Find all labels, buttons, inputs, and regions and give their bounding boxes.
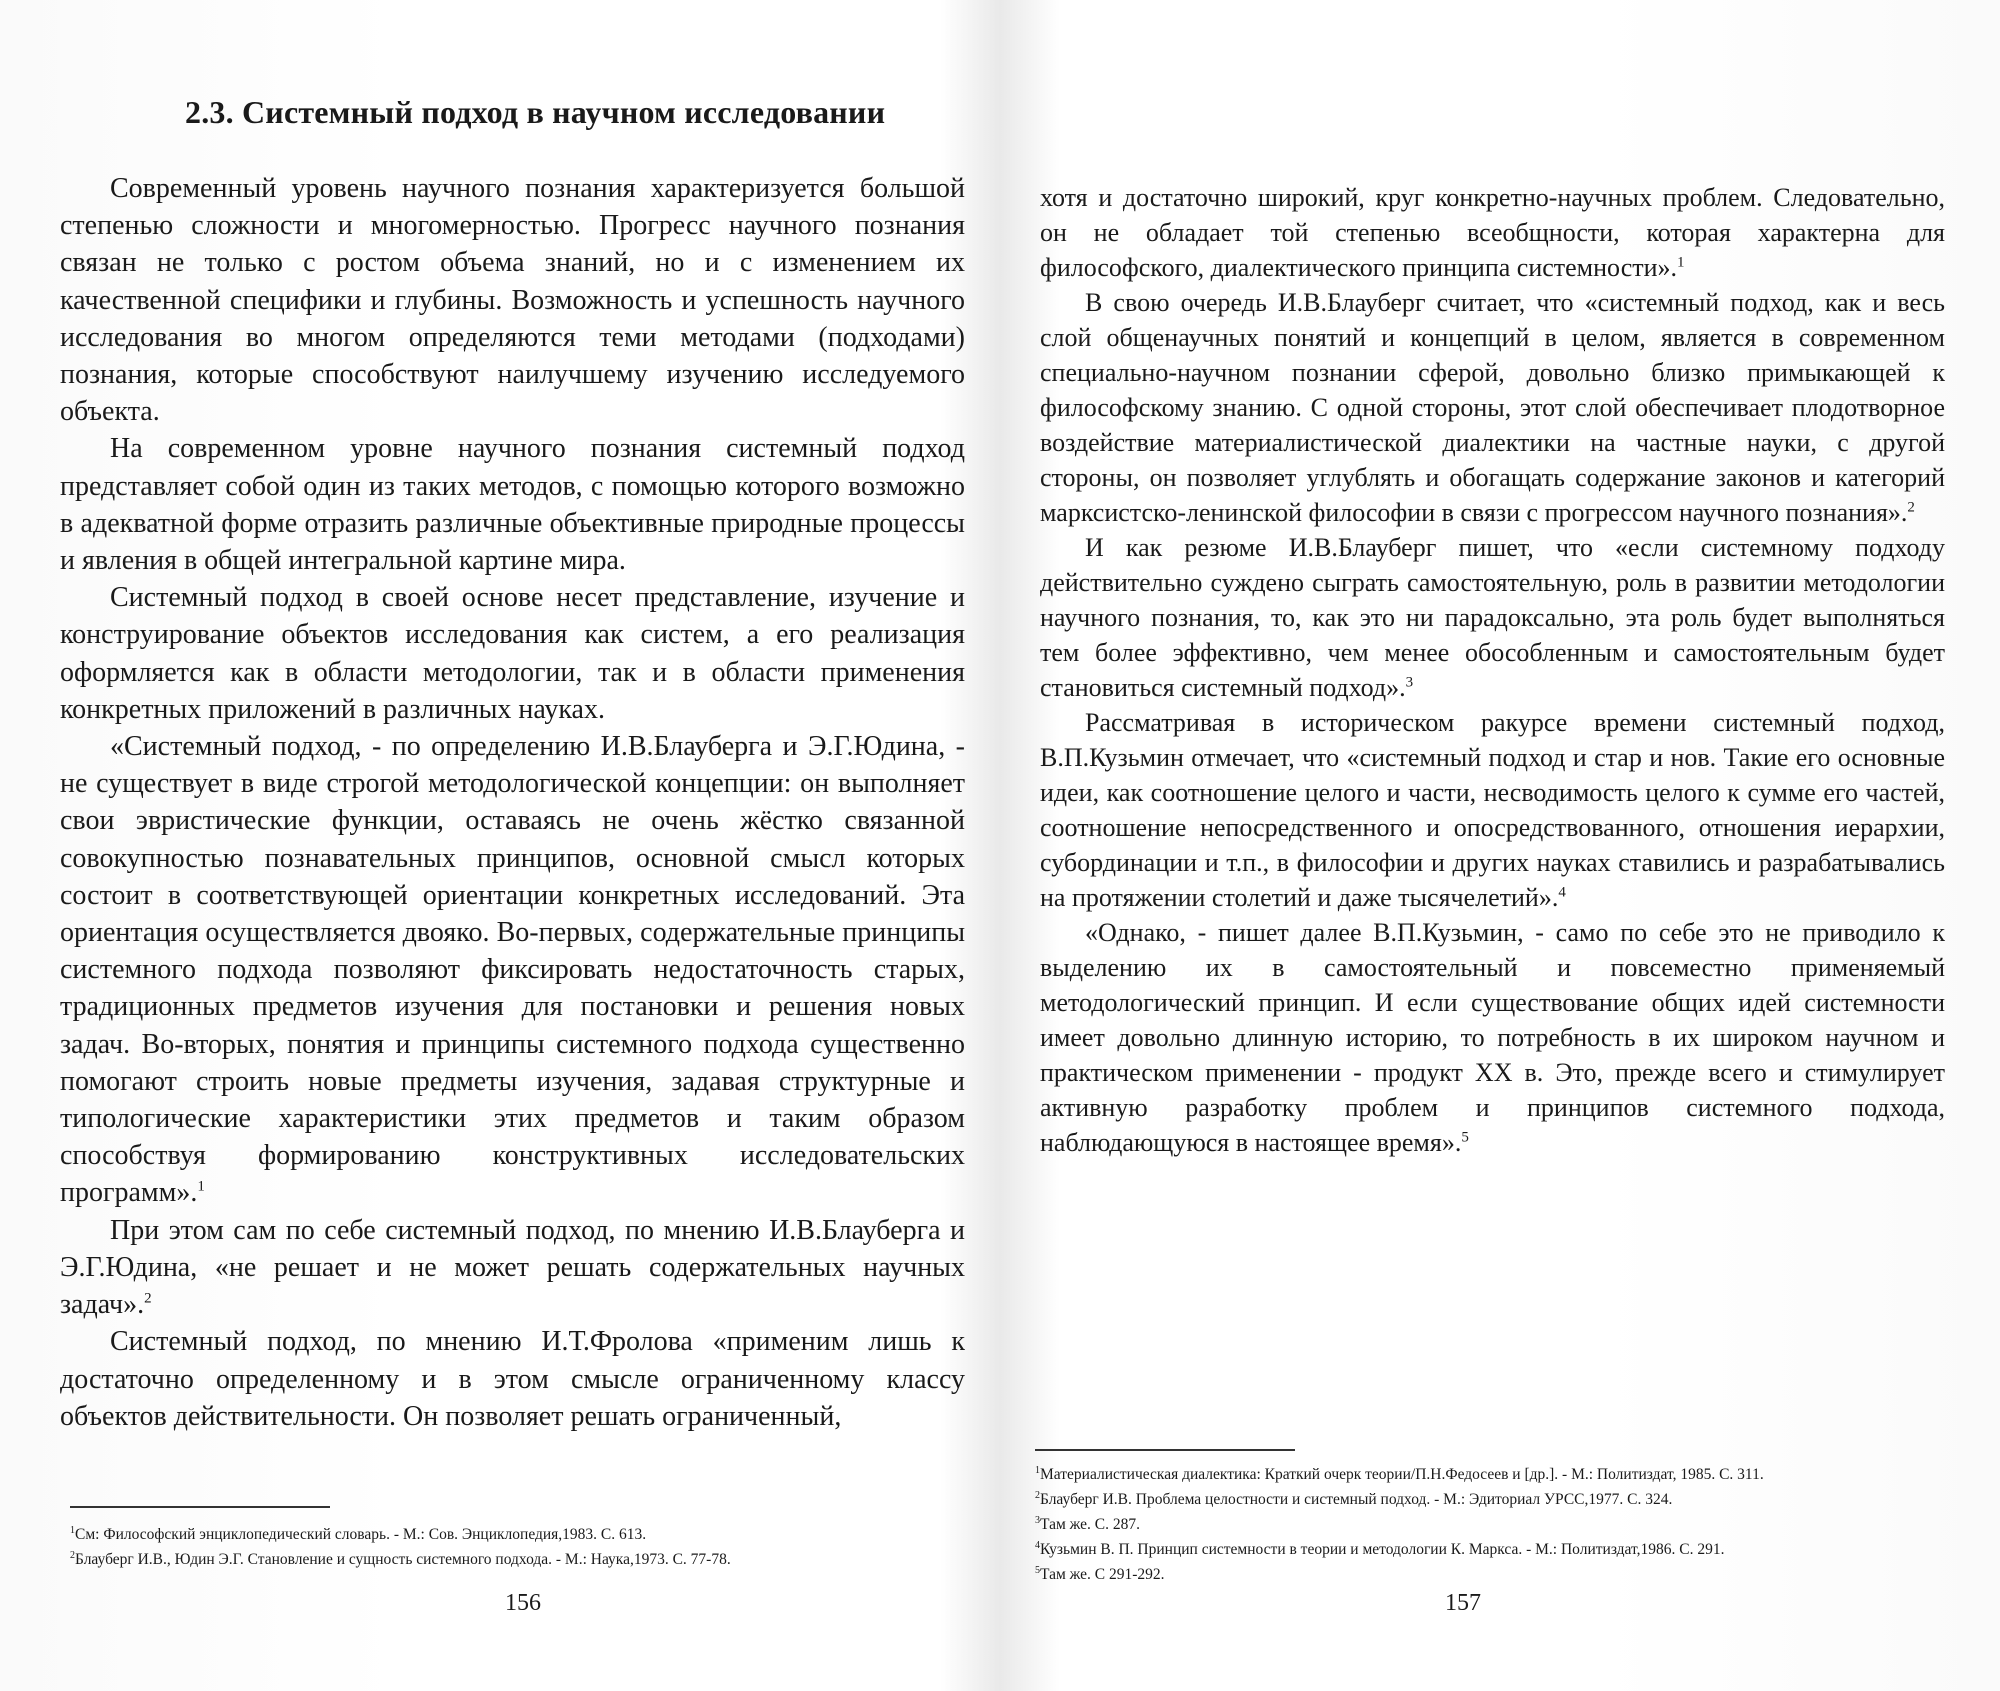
footnote xyxy=(70,1522,950,1547)
footnote-mark: 5 xyxy=(1035,1564,1040,1576)
paragraph xyxy=(1040,530,1945,705)
paragraph-text: «Однако, - пишет далее В.П.Кузьмин, - само по себе это не приводило к выделению их в самостоятельный и повсеместно применяемый методологический принцип. И если существование общих идей системности имеет довольно длинную историю, то потребность в их широком научном и практическом применении - продукт XX в. Это, прежде всего и стимулирует активную разработку проблем и принципов системного подхода, наблюдающуюся в настоящее время». xyxy=(1040,918,1945,1157)
footnote-mark: 4 xyxy=(1035,1539,1040,1551)
footnote xyxy=(1035,1512,1955,1537)
footnote xyxy=(1035,1537,1955,1562)
footnote-reference: 2 xyxy=(1907,499,1915,516)
footnote-text: Там же. С 291-292. xyxy=(1040,1566,1165,1583)
footnote-text: Кузьмин В. П. Принцип системности в теории и методологии К. Маркса. - М.: Политиздат,1986. С. 291. xyxy=(1040,1541,1725,1558)
paragraph-text: «Системный подход, - по определению И.В.Блауберга и Э.Г.Юдина, - не существует в виде строгой методологической концепции: он выполняет свои эвристические функции, оставаясь не очень жёстко связанной совокупностью познавательных принципов, основной смысл которых состоит в соответствующей ориентации конкретных исследований. Эта ориентация осуществляется двояко. Во-первых, содержательные принципы системного подхода позволяют фиксировать недостаточность старых, традиционных предметов изучения для постановки и решения новых задач. Во-вторых, понятия и принципы системного подхода существенно помогают строить новые предметы изучения, задавая структурные и типологические характеристики этих предметов и таким образом способствуя формированию конструктивных исследовательских программ». xyxy=(60,731,965,1209)
section-heading: 2.3. Системный подход в научном исследовании xyxy=(185,94,886,130)
footnote-mark: 3 xyxy=(1035,1514,1040,1526)
footnote xyxy=(1035,1462,1955,1487)
page-number: 156 xyxy=(505,1590,541,1616)
paragraph: На современном уровне научного познания системный подход представляет собой один из таких методов, с помощью которого возможно в адекватной форме отразить различные объективные природные процессы и явления в общей интегральной картине мира. xyxy=(60,433,965,577)
footnote-text: Блауберг И.В., Юдин Э.Г. Становление и сущность системного подхода. - М.: Наука,1973. С. 77-78. xyxy=(75,1551,731,1568)
paragraph-text: И как резюме И.В.Блауберг пишет, что «если системному подходу действительно суждено сыграть самостоятельную, роль в развитии методологии научного познания, то, как это ни парадоксально, эта роль будет выполняться тем более эффективно, чем менее обособленным и самостоятельным будет становиться системный подход». xyxy=(1040,533,1945,702)
footnote-text: Блауберг И.В. Проблема целостности и системный подход. - М.: Эдиториал УРСС,1977. С. 324. xyxy=(1040,1491,1673,1508)
paragraph-text: Рассматривая в историческом ракурсе времени системный подход, В.П.Кузьмин отмечает, что «системный подход и стар и нов. Такие его основные идеи, как соотношение целого и части, несводимость целого к сумме его частей, соотношение непосредственного и опосредствованного, отношения иерархии, субординации и т.п., в философии и других науках ставились и разрабатывались на протяжении столетий и даже тысячелетий». xyxy=(1040,708,1945,912)
paragraph xyxy=(1040,285,1945,530)
paragraph-text: В свою очередь И.В.Блауберг считает, что «системный подход, как и весь слой общенаучных понятий и концепций в целом, является в современном специально-научном познании сферой, довольно близко примыкающей к философскому знанию. С одной стороны, этот слой обеспечивает плодотворное воздействие материалистической диалектики на частные науки, с другой стороны, он позволяет углублять и обогащать содержание законов и категорий марксистско-ленинской философии в связи с прогрессом научного познания». xyxy=(1040,288,1945,527)
footnote-reference: 4 xyxy=(1558,884,1566,901)
left-page-body xyxy=(60,170,965,1435)
footnote-mark: 2 xyxy=(1035,1489,1040,1501)
footnote-mark: 1 xyxy=(70,1524,75,1536)
footnote-reference: 1 xyxy=(1677,254,1685,271)
paragraph-text: При этом сам по себе системный подход, по мнению И.В.Блауберга и Э.Г.Юдина, «не решает и не может решать содержательных научных задач». xyxy=(60,1214,965,1321)
footnote xyxy=(70,1547,950,1572)
paragraph xyxy=(60,1212,965,1324)
footnote-mark: 2 xyxy=(70,1549,75,1561)
footnotes xyxy=(70,1522,950,1572)
paragraph: Системный подход, по мнению И.Т.Фролова «применим лишь к достаточно определенному и в этом смысле ограниченному классу объектов действительности. Он позволяет решать ограниченный, xyxy=(60,1326,965,1432)
footnote-mark: 1 xyxy=(1035,1464,1040,1476)
footnote-text: Материалистическая диалектика: Краткий очерк теории/П.Н.Федосеев и [др.]. - М.: Политиздат, 1985. С. 311. xyxy=(1040,1466,1764,1483)
paragraph xyxy=(1040,180,1945,285)
right-page xyxy=(1000,0,2000,1691)
paragraph-text: хотя и достаточно широкий, круг конкретно-научных проблем. Следовательно, он не обладает той степенью всеобщности, которая характерна для философского, диалектического принципа системности». xyxy=(1040,183,1945,282)
footnote-divider xyxy=(70,1506,330,1508)
footnote-text: См: Философский энциклопедический словарь. - М.: Сов. Энциклопедия,1983. С. 613. xyxy=(75,1526,647,1543)
paragraph: Современный уровень научного познания характеризуется большой степенью сложности и многомерностью. Прогресс научного познания связан не только с ростом объема знаний, но и с изменением их качественной специфики и глубины. Возможность и успешность научного исследования во многом определяются теми методами (подходами) познания, которые способствуют наилучшему изучению исследуемого объекта. xyxy=(60,173,965,428)
paragraph xyxy=(1040,915,1945,1160)
footnote-reference: 3 xyxy=(1405,674,1414,691)
footnote xyxy=(1035,1487,1955,1512)
footnotes xyxy=(1035,1462,1955,1587)
footnote xyxy=(1035,1562,1955,1587)
paragraph xyxy=(1040,705,1945,915)
footnote-text: Там же. С. 287. xyxy=(1040,1516,1140,1533)
footnote-divider xyxy=(1035,1449,1295,1451)
right-page-body xyxy=(1040,180,1945,1160)
footnote-reference: 1 xyxy=(197,1179,205,1196)
footnote-reference: 5 xyxy=(1461,1129,1469,1146)
paragraph: Системный подход в своей основе несет представление, изучение и конструирование объектов исследования как систем, а его реализация оформляется как в области методологии, так и в области применения конкретных приложений в различных науках. xyxy=(60,582,965,725)
footnote-reference: 2 xyxy=(144,1290,152,1307)
paragraph xyxy=(60,728,965,1212)
page-number: 157 xyxy=(1445,1590,1481,1616)
